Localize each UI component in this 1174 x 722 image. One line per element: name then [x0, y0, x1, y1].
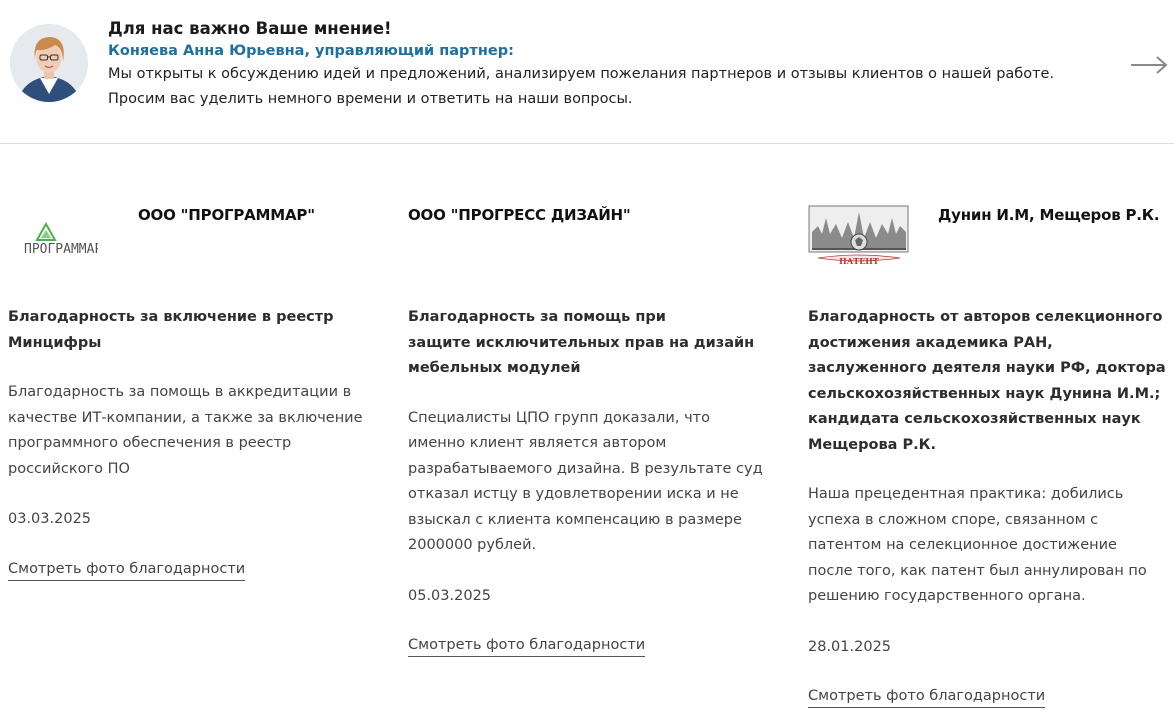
card-text-line: патентом на селекционное достижение	[808, 537, 1117, 553]
avatar	[10, 24, 88, 102]
card-body	[408, 305, 773, 657]
banner-author: Коняева Анна Юрьевна, управляющий партнер:	[108, 43, 514, 59]
card-text-line: Наша прецедентная практика: добились	[808, 486, 1124, 502]
card-title-line: достижения академика РАН,	[808, 334, 1053, 351]
card-text-line: 2000000 рублей.	[408, 537, 537, 553]
card-title-line: Благодарность от авторов селекционного	[808, 309, 1163, 325]
card-title	[408, 305, 773, 382]
card-text-line: разрабатываемого дизайна. В результате суд	[408, 460, 763, 477]
company-name: ООО "ПРОГРАММАР"	[138, 206, 315, 224]
card-description	[808, 482, 1170, 610]
card-date: 03.03.2025	[8, 511, 92, 527]
feedback-banner	[0, 0, 1174, 144]
programmar-logo	[8, 222, 98, 262]
card-text-line: отказал истцу в удовлетворении иска и не	[408, 486, 739, 502]
card-title-line: мебельных модулей	[408, 360, 581, 376]
partner-photo	[10, 24, 88, 102]
banner-title: Для нас важно Ваше мнение!	[108, 19, 392, 38]
logo-text: ПАТЕНТ	[839, 256, 879, 266]
card-date: 05.03.2025	[408, 587, 492, 604]
patent-logo	[808, 204, 910, 278]
banner-message-line-1: Мы открыты к обсуждению идей и предложений, анализируем пожелания партнеров и отзывы клиентов о нашей работе.	[108, 66, 1055, 82]
card-title-line: кандидата сельскохозяйственных наук	[808, 411, 1141, 427]
card-text-line: после того, как патент был аннулирован по	[808, 562, 1147, 579]
card-text-line: российского ПО	[8, 460, 130, 477]
survey-arrow-button[interactable]	[1128, 52, 1170, 78]
card-body	[808, 305, 1170, 708]
card-title-line: сельскохозяйственных наук Дунина И.М.;	[808, 385, 1161, 402]
logo-text: ПРОГРАММАР	[24, 242, 98, 257]
card-text-line: качестве ИТ-компании, а также за включение	[8, 409, 363, 426]
view-letter-photo-link[interactable]: Смотреть фото благодарности	[8, 558, 245, 581]
view-letter-photo-link[interactable]: Смотреть фото благодарности	[808, 685, 1045, 708]
company-name: Дунин И.М, Мещеров Р.К.	[938, 206, 1160, 224]
card-text-line: именно клиент является автором	[408, 435, 667, 451]
company-name: ООО "ПРОГРЕСС ДИЗАЙН"	[408, 206, 631, 224]
arrow-right-icon	[1128, 52, 1170, 78]
card-date: 28.01.2025	[808, 638, 892, 655]
card-title	[808, 305, 1170, 458]
card-description	[8, 380, 373, 482]
card-title-line: Благодарность за включение в реестр	[8, 309, 334, 325]
banner-message-line-2: Просим вас уделить немного времени и ответить на наши вопросы.	[108, 91, 633, 107]
card-title-line: заслуженного деятеля науки РФ, доктора	[808, 360, 1166, 376]
card-text-line: программного обеспечения в реестр	[8, 435, 292, 451]
card-title-line: защите исключительных прав на дизайн	[408, 334, 755, 351]
card-title-line: Минцифры	[8, 334, 102, 351]
view-letter-photo-link[interactable]: Смотреть фото благодарности	[408, 634, 645, 657]
card-text-line: взыскал с клиента компенсацию в размере	[408, 511, 742, 528]
card-title	[8, 305, 373, 356]
card-text-line: Благодарность за помощь в аккредитации в	[8, 384, 352, 400]
card-text-line: Специалисты ЦПО групп доказали, что	[408, 409, 710, 426]
card-title-line: Благодарность за помощь при	[408, 309, 666, 325]
card-text-line: успеха в сложном споре, связанном с	[808, 511, 1099, 528]
card-body	[8, 305, 373, 581]
card-title-line: Мещерова Р.К.	[808, 436, 936, 453]
card-text-line: решению государственного органа.	[808, 588, 1086, 604]
banner-text	[108, 18, 1098, 112]
card-description	[408, 406, 773, 559]
